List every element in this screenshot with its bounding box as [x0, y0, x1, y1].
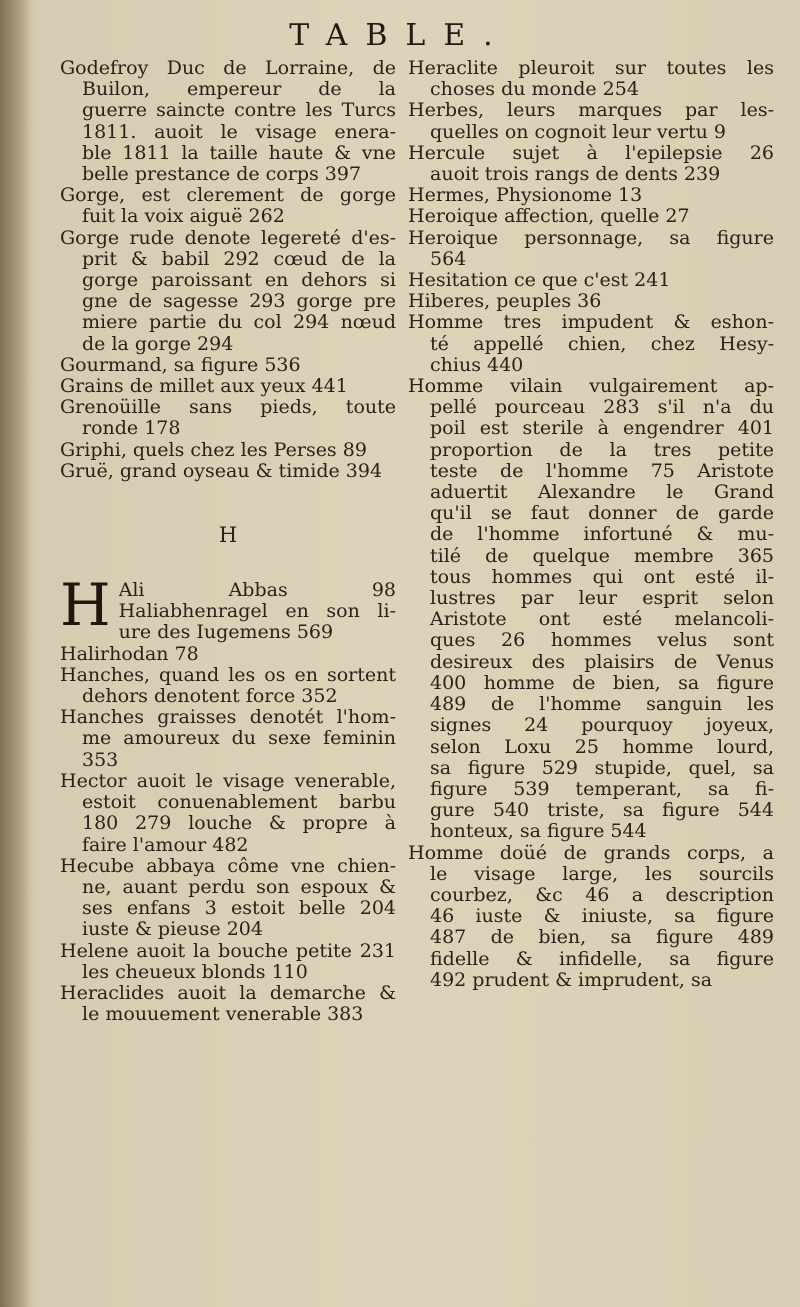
- entry-line: Grains de millet aux yeux 441: [60, 376, 348, 398]
- entry-line: desireux des plaisirs de Venus: [430, 651, 774, 673]
- index-entry: [408, 312, 774, 376]
- entry-line: té appellé chien, chez Hesy-: [430, 333, 774, 355]
- entry-line: ne, auant perdu son espoux &: [82, 876, 396, 898]
- page-gutter-shadow: [0, 0, 30, 1307]
- index-entry: [60, 644, 396, 665]
- entry-line: les cheueux blonds 110: [82, 961, 308, 983]
- index-entry: [408, 291, 774, 312]
- entry-line: miere partie du col 294 nœud: [82, 312, 396, 334]
- index-entry: [408, 228, 774, 270]
- index-entry: [408, 376, 774, 842]
- entry-line: Heroique personnage, sa figure: [408, 227, 774, 249]
- left-entries-after: [60, 644, 396, 1026]
- entry-line: Aristote ont esté melancoli-: [430, 609, 774, 631]
- drop-entry: [60, 571, 396, 644]
- entry-line: Hercule sujet à l'epilepsie 26: [408, 142, 774, 164]
- entry-line: qu'il se faut donner de garde: [430, 503, 774, 525]
- entry-line: 353: [82, 749, 119, 771]
- entry-line: chius 440: [430, 354, 524, 376]
- index-entry: [408, 206, 774, 227]
- entry-line: gure 540 triste, sa figure 544: [430, 800, 774, 822]
- entry-line: tous hommes qui ont esté il-: [430, 566, 774, 588]
- drop-capital: H: [60, 571, 111, 640]
- index-entry: [408, 270, 774, 291]
- right-entries: [408, 58, 774, 991]
- entry-line: 489 de l'homme sanguin les: [430, 694, 774, 716]
- entry-line: Griphi, quels chez les Perses 89: [60, 439, 367, 461]
- entry-line: Builon, empereur de la: [82, 79, 396, 101]
- entry-line: tilé de quelque membre 365: [430, 545, 774, 567]
- page-header-title: TABLE.: [289, 18, 511, 53]
- entry-line: fuit la voix aiguë 262: [82, 206, 285, 228]
- index-entry: [60, 665, 396, 707]
- entry-line: le visage large, les sourcils: [430, 863, 774, 885]
- entry-line: ronde 178: [82, 418, 181, 440]
- entry-line: ques 26 hommes velus sont: [430, 630, 774, 652]
- entry-line: pellé pourceau 283 s'il n'a du: [430, 397, 774, 419]
- entry-line: Herbes, leurs marques par les-: [408, 100, 774, 122]
- index-entry: [60, 771, 396, 856]
- entry-line: Haliabhenragel en son li-: [118, 601, 396, 623]
- entry-line: Hiberes, peuples 36: [408, 291, 602, 313]
- index-entry: [60, 941, 396, 983]
- entry-line: selon Loxu 25 homme lourd,: [430, 736, 774, 758]
- entry-line: iuste & pieuse 204: [82, 919, 263, 941]
- entry-line: guerre saincte contre les Turcs: [82, 100, 396, 122]
- index-entry: [60, 58, 396, 185]
- entry-line: me amoureux du sexe feminin: [82, 728, 396, 750]
- entry-line: gorge paroissant en dehors si: [82, 270, 396, 292]
- entry-line: 1811. auoit le visage enera-: [82, 121, 396, 143]
- entry-line: Gourmand, sa figure 536: [60, 354, 301, 376]
- index-entry: [60, 228, 396, 355]
- entry-line: faire l'amour 482: [82, 834, 249, 856]
- entry-line: courbez, &c 46 a description: [430, 884, 774, 906]
- left-column: [60, 58, 396, 1025]
- index-entry: [408, 58, 774, 100]
- entry-line: 400 homme de bien, sa figure: [430, 672, 774, 694]
- entry-line: Gruë, grand oyseau & timide 394: [60, 460, 383, 482]
- entry-line: belle prestance de corps 397: [82, 164, 362, 186]
- entry-line: poil est sterile à engendrer 401: [430, 418, 774, 440]
- entry-line: ure des Iugemens 569: [118, 622, 334, 644]
- entry-line: Heraclides auoit la demarche &: [60, 982, 396, 1004]
- entry-line: 180 279 louche & propre à: [82, 813, 396, 835]
- entry-line: Grenoüille sans pieds, toute: [60, 397, 396, 419]
- index-entry: [408, 143, 774, 185]
- entry-line: proportion de la tres petite: [430, 439, 774, 461]
- entry-line: 487 de bien, sa figure 489: [430, 927, 774, 949]
- index-entry: [60, 983, 396, 1025]
- left-entries-before: [60, 58, 396, 482]
- entry-line: Hanches graisses denotét l'hom-: [60, 707, 396, 729]
- index-entry: [60, 355, 396, 376]
- entry-line: fidelle & infidelle, sa figure: [430, 948, 774, 970]
- entry-line: sa figure 529 stupide, quel, sa: [430, 757, 774, 779]
- index-entry: [60, 440, 396, 461]
- index-entry: [408, 185, 774, 206]
- index-entry: [60, 185, 396, 227]
- entry-line: quelles on cognoit leur vertu 9: [430, 121, 726, 143]
- entry-line: Halirhodan 78: [60, 643, 199, 665]
- index-entry: [60, 856, 396, 941]
- entry-line: Homme vilain vulgairement ap-: [408, 376, 774, 398]
- entry-line: estoit conuenablement barbu: [82, 792, 396, 814]
- index-entry: [60, 707, 396, 771]
- entry-line: gne de sagesse 293 gorge pre: [82, 291, 396, 313]
- entry-line: ses enfans 3 estoit belle 204: [82, 898, 396, 920]
- entry-line: 492 prudent & imprudent, sa: [430, 969, 713, 991]
- index-entry: [60, 461, 396, 482]
- entry-line: aduertit Alexandre le Grand: [430, 482, 774, 504]
- entry-line: choses du monde 254: [430, 79, 639, 101]
- entry-line: ble 1811 la taille haute & vne: [82, 142, 396, 164]
- entry-line: Heroique affection, quelle 27: [408, 206, 690, 228]
- entry-line: signes 24 pourquoy joyeux,: [430, 715, 774, 737]
- entry-line: de la gorge 294: [82, 333, 234, 355]
- entry-line: Gorge rude denote legereté d'es-: [60, 227, 396, 249]
- entry-line: le mouuement venerable 383: [82, 1004, 364, 1026]
- entry-line: Hecube abbaya côme vne chien-: [60, 855, 396, 877]
- entry-line: prit & babil 292 cœud de la: [82, 248, 396, 270]
- index-entry: [408, 100, 774, 142]
- entry-line: Homme doüé de grands corps, a: [408, 842, 774, 864]
- entry-line: Gorge, est clerement de gorge: [60, 185, 396, 207]
- entry-line: lustres par leur esprit selon: [430, 588, 774, 610]
- entry-line: Homme tres impudent & eshon-: [408, 312, 774, 334]
- entry-line: dehors denotent force 352: [82, 686, 338, 708]
- index-entry: [408, 843, 774, 991]
- entry-line: 46 iuste & iniuste, sa figure: [430, 906, 774, 928]
- entry-line: Helene auoit la bouche petite 231: [60, 940, 396, 962]
- index-entry: [60, 376, 396, 397]
- entry-line: de l'homme infortuné & mu-: [430, 524, 774, 546]
- index-entry: [60, 397, 396, 439]
- entry-line: Godefroy Duc de Lorraine, de: [60, 58, 396, 79]
- entry-line: Hector auoit le visage venerable,: [60, 770, 396, 792]
- right-column: [408, 58, 774, 991]
- entry-line: Hesitation ce que c'est 241: [408, 270, 671, 292]
- entry-line: auoit trois rangs de dents 239: [430, 164, 721, 186]
- entry-line: Hanches, quand les os en sortent: [60, 664, 396, 686]
- entry-line: teste de l'homme 75 Aristote: [430, 460, 774, 482]
- section-letter-h: H: [218, 523, 238, 548]
- entry-line: Hermes, Physionome 13: [408, 185, 643, 207]
- entry-line: Ali Abbas 98: [118, 580, 396, 602]
- entry-line: figure 539 temperant, sa fi-: [430, 778, 774, 800]
- entry-line: Heraclite pleuroit sur toutes les: [408, 58, 774, 79]
- entry-line: 564: [430, 248, 467, 270]
- entry-line: honteux, sa figure 544: [430, 821, 647, 843]
